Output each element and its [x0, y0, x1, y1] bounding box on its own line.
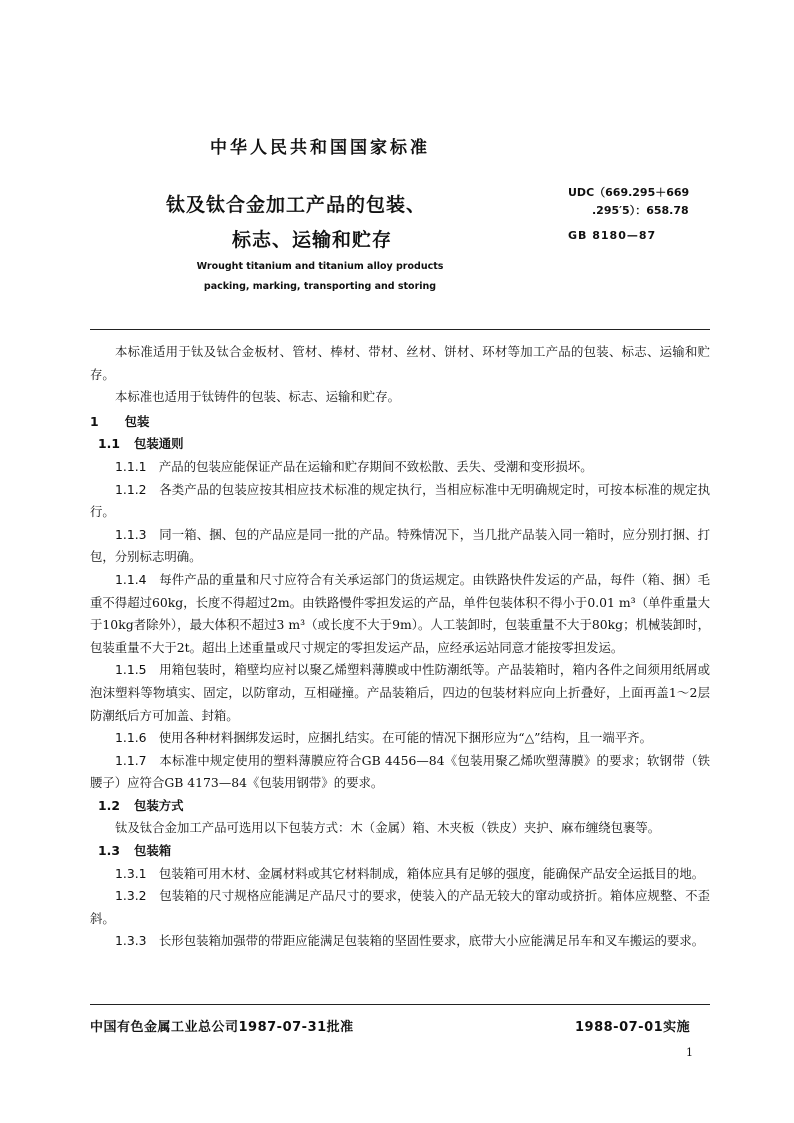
intro-paragraph-1: 本标准适用于钛及钛合金板材、管材、棒材、带材、丝材、饼材、环材等加工产品的包装、标志、运输和贮存。 — [90, 344, 710, 382]
section-1-1-heading — [90, 433, 710, 456]
clause-number: 1.3.1 — [115, 865, 147, 881]
section-1-title: 包装 — [124, 413, 150, 429]
section-1-1-title: 包装通则 — [133, 436, 184, 452]
section-1-2-title: 包装方式 — [133, 797, 184, 813]
english-title-line2: packing, marking, transporting and storing — [203, 281, 437, 292]
clause-text: 使用各种材料捆绑发运时，应捆扎结实。在可能的情况下捆形应为“△”结构，且一端平齐。 — [158, 730, 652, 746]
clause-1-1-6 — [90, 727, 710, 750]
section-1-1-number: 1.1 — [98, 436, 120, 452]
page-number: 1 — [686, 1046, 693, 1059]
clause-text: 各类产品的包装应按其相应技术标准的规定执行，当相应标准中无明确规定时，可按本标准的规定执行。 — [90, 481, 711, 520]
clause-number: 1.1.6 — [115, 730, 147, 746]
clause-text: 包装箱的尺寸规格应能满足产品尺寸的要求，使装入的产品无较大的窜动或挤折。箱体应规整、不歪斜。 — [90, 888, 711, 926]
document-body — [90, 341, 710, 953]
section-1-2-number: 1.2 — [98, 797, 120, 813]
clause-text: 同一箱、捆、包的产品应是同一批的产品。特殊情况下，当几批产品装入同一箱时，应分别打捆、打包，分别标志明确。 — [90, 526, 711, 565]
approval-date: 中国有色金属工业总公司1987-07-31批准 — [90, 1020, 354, 1035]
clause-number: 1.3.2 — [115, 888, 147, 904]
section-1-3-heading — [90, 840, 710, 863]
clause-1-1-4 — [90, 569, 710, 659]
clause-number: 1.1.3 — [115, 526, 147, 542]
clause-text: 产品的包装应能保证产品在运输和贮存期间不致松散、丢失、受潮和变形损坏。 — [158, 458, 593, 474]
clause-text: 用箱包装时，箱壁均应衬以聚乙烯塑料薄膜或中性防潮纸等。产品装箱时，箱内各件之间须用纸屑或泡沫塑料等物填实、固定，以防窜动，互相碰撞。产品装箱后，四边的包装材料应向上折叠好，上面再盖1～2层防潮纸后方可加盖、封箱。 — [90, 662, 711, 723]
clause-1-1-1 — [90, 456, 710, 479]
clause-number: 1.1.4 — [115, 571, 147, 587]
clause-number: 1.1.7 — [115, 752, 147, 768]
clause-number: 1.1.2 — [115, 481, 147, 497]
english-title-line1: Wrought titanium and titanium alloy products — [196, 261, 444, 272]
gb-standard-number: GB 8180—87 — [568, 229, 657, 242]
clause-1-1-2 — [90, 479, 710, 524]
section-1-3-number: 1.3 — [98, 843, 120, 859]
clause-text: 本标准中规定使用的塑料薄膜应符合GB 4456—84《包装用聚乙烯吹塑薄膜》的要求；软钢带（铁腰子）应符合GB 4173—84《包装用钢带》的要求。 — [90, 752, 710, 791]
udc-code-line1: UDC（669.295＋669 — [568, 186, 690, 199]
clause-text: 包装箱可用木材、金属材料或其它材料制成，箱体应具有足够的强度，能确保产品安全运抵目的地。 — [158, 865, 705, 881]
section-1-2-heading — [90, 795, 710, 818]
section-1-2-text: 钛及钛合金加工产品可选用以下包装方式：木（金属）箱、木夹板（铁皮）夹护、麻布缠绕包裹等。 — [115, 820, 661, 836]
intro-paragraph-2: 本标准也适用于钛铸件的包装、标志、运输和贮存。 — [115, 389, 400, 405]
clause-number: 1.1.1 — [115, 458, 147, 474]
clause-text: 每件产品的重量和尺寸应符合有关承运部门的货运规定。由铁路快件发运的产品，每件（箱、捆）毛重不得超过60kg，长度不得超过2m。由铁路慢件零担发运的产品，单件包装体积不得小于0.01 m³（单件重量大于10kg者除外），最大体积不超过3 m³（或长度不大于9m）。人工装卸时，包装重量不大于80kg；机械装卸时，包装重量不大于2t。超出上述重量或尺寸规定的零担发运产品，应经承运站同意才能按零担发运。 — [90, 571, 711, 655]
document-title-line1: 钛及钛合金加工产品的包装、 — [166, 194, 427, 216]
section-1-heading — [90, 411, 710, 434]
udc-code-line2: .295′5）：658.78 — [592, 204, 689, 217]
effective-date: 1988-07-01实施 — [575, 1020, 691, 1035]
clause-1-1-5 — [90, 659, 710, 727]
clause-text: 长形包装箱加强带的带距应能满足包装箱的坚固性要求，底带大小应能满足吊车和叉车搬运的要求。 — [158, 933, 705, 949]
national-standard-title: 中华人民共和国国家标准 — [210, 138, 430, 158]
section-1-3-title: 包装箱 — [133, 843, 172, 859]
clause-number: 1.1.5 — [115, 662, 147, 678]
clause-1-3-3 — [90, 930, 710, 953]
clause-1-3-2 — [90, 885, 710, 930]
header-divider — [90, 329, 710, 330]
clause-number: 1.3.3 — [115, 933, 147, 949]
clause-1-3-1 — [90, 863, 710, 886]
section-1-number: 1 — [90, 413, 99, 429]
document-title-line2: 标志、运输和贮存 — [232, 229, 393, 251]
footer-divider — [90, 1004, 710, 1005]
clause-1-1-7 — [90, 750, 710, 795]
clause-1-1-3 — [90, 524, 710, 569]
